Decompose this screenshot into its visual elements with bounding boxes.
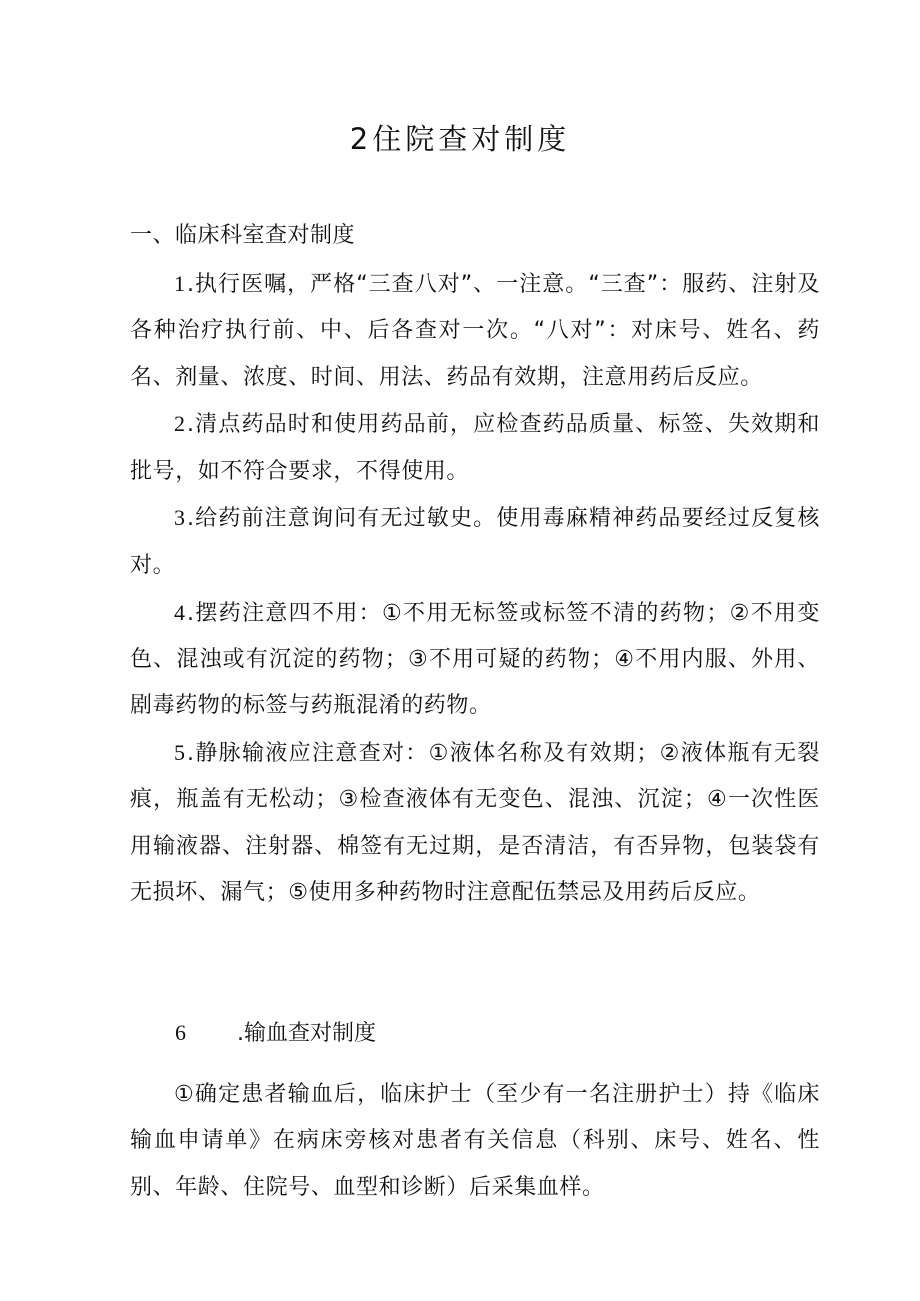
item-5-text: .静脉输液应注意查对：①液体名称及有效期；②液体瓶有无裂痕，瓶盖有无松动；③检查液体有无变色、混浊、沉淀；④一次性医用输液器、注射器、棉签有无过期，是否清洁，有否异物，包装袋有无损坏、漏气；⑤使用多种药物时注意配伍禁忌及用药后反应。 (130, 740, 820, 905)
document-title: 2住院查对制度 (349, 122, 571, 156)
item-4-number: 4 (174, 599, 187, 625)
item-6-text: .输血查对制度 (237, 1021, 376, 1046)
blood-paragraph: ①确定患者输血后，临床护士（至少有一名注册护士）持《临床输血申请单》在病床旁核对患者有关信息（科别、床号、姓名、性别、年龄、住院号、血型和诊断）后采集血样。 (130, 1082, 820, 1200)
item-2-text: .清点药品时和使用药品前，应检查药品质量、标签、失效期和批号，如不符合要求，不得使用。 (130, 412, 820, 484)
item-3-number: 3 (174, 505, 187, 531)
item-1 (130, 261, 820, 401)
item-4-text: .摆药注意四不用：①不用无标签或标签不清的药物；②不用变色、混浊或有沉淀的药物；③不用可疑的药物；④不用内服、外用、剧毒药物的标签与药瓶混淆的药物。 (130, 600, 820, 719)
item-1-number: 1 (174, 271, 187, 296)
section-heading: 一、临床科室查对制度 (130, 223, 356, 248)
blood-transfusion-section (130, 1072, 820, 1211)
item-3-text: .给药前注意询问有无过敏史。使用毒麻精神药品要经过反复核对。 (130, 506, 820, 578)
item-4 (130, 590, 820, 730)
item-5-number: 5 (174, 739, 187, 765)
item-6-heading (175, 1011, 376, 1056)
numbered-items (130, 261, 820, 917)
item-5 (130, 730, 820, 916)
item-6-number: 6 (175, 1020, 186, 1045)
item-2 (130, 401, 820, 495)
item-2-number: 2 (174, 411, 187, 437)
item-3 (130, 495, 820, 589)
item-1-text: .执行医嘱，严格“三查八对”、一注意。“三查”：服药、注射及各种治疗执行前、中、后各查对一次。“八对”：对床号、姓名、药名、剂量、浓度、时间、用法、药品有效期，注意用药后反应。 (130, 272, 820, 390)
